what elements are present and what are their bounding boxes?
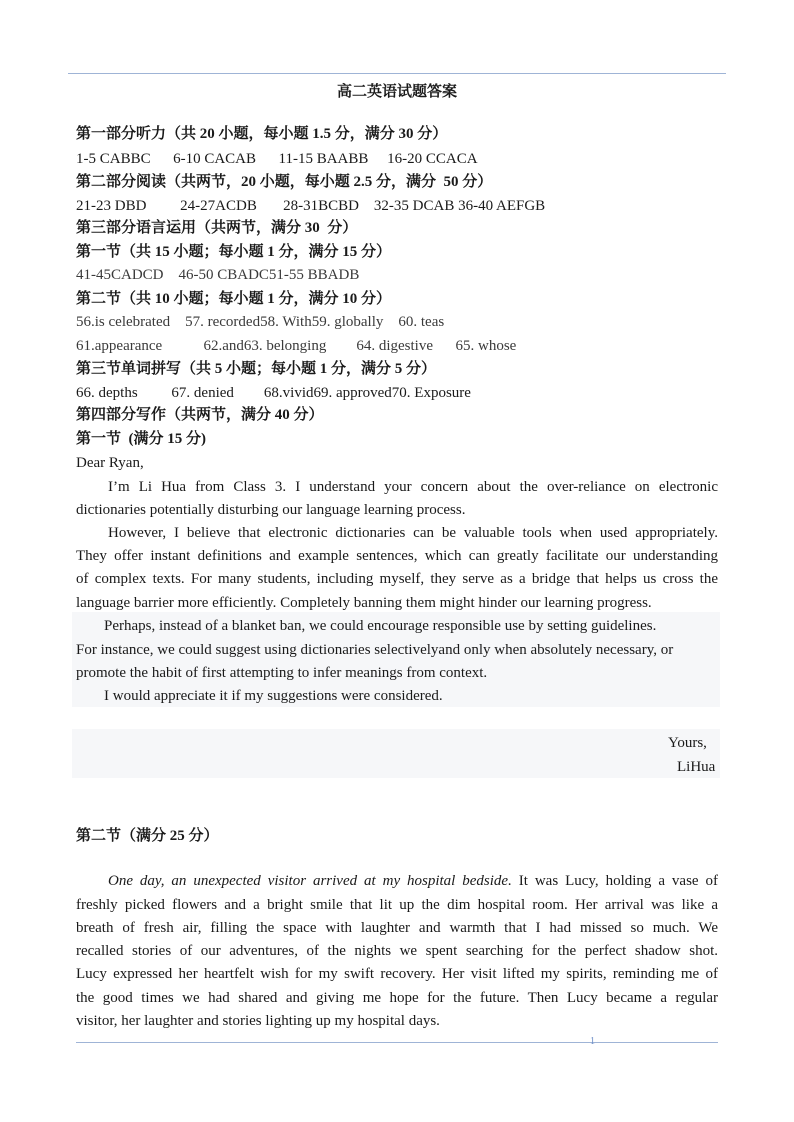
page-number: 1 [590,1036,595,1047]
part1-heading: 第一部分听力（共 20 小题，每小题 1.5 分，满分 30 分） [76,126,448,142]
part3-sec2-line2: 61.appearance 62.and63. belonging 64. digestive 65. whose [76,338,517,354]
header-rule [68,73,726,74]
letter-p3-line1: Perhaps, instead of a blanket ban, we could encourage responsible use by setting guidelines. [104,618,657,634]
footer-rule [76,1042,718,1043]
part1-answers: 1-5 CABBC 6-10 CACAB 11-15 BAABB 16-20 CCACA [76,151,478,167]
letter-p1-line1: I’m Li Hua from Class 3. I understand your concern about the over-reliance on electronic [108,479,718,495]
story-line2: freshly picked flowers and a bright smile that lit up the dim hospital room. Her arrival was like a [76,897,718,913]
letter-p4-line1: I would appreciate it if my suggestions were considered. [104,688,443,704]
part4-sec2-heading: 第二节（满分 25 分） [76,828,219,844]
story-line3: breath of fresh air, filling the space with laughter and warmth that I had missed so much. We [76,920,718,936]
letter-closing-shade [72,729,720,778]
part3-heading: 第三部分语言运用（共两节，满分 30 分） [76,220,358,236]
story-line5: Lucy expressed her heartfelt wish for my swift recovery. Her visit lifted my spirits, reminding me of [76,966,718,982]
story-line4: recalled stories of our adventures, of the nights we spent searching for the perfect shadow shot. [76,943,718,959]
story-line1 [108,872,718,890]
part3-sec2-line1: 56.is celebrated 57. recorded58. With59. globally 60. teas [76,314,445,330]
letter-p3-line3: promote the habit of first attempting to infer meanings from context. [76,665,488,681]
letter-p1-line2: dictionaries potentially disturbing our language learning process. [76,502,466,518]
part2-heading: 第二部分阅读（共两节，20 小题，每小题 2.5 分，满分 50 分） [76,174,493,190]
story-line1-rest: It was Lucy, holding a vase of [511,873,718,889]
part4-heading: 第四部分写作（共两节，满分 40 分） [76,407,324,423]
part3-sec2-heading: 第二节（共 10 小题；每小题 1 分，满分 10 分） [76,291,392,307]
letter-p2-line3: of complex texts. For many students, including myself, they serve as a bridge that helps us cross the [76,571,718,587]
story-line7: visitor, her laughter and stories lighting up my hospital days. [76,1013,440,1029]
part3-sec1-answers: 41-45CADCD 46-50 CBADC51-55 BBADB [76,267,360,283]
letter-p2-line2: They offer instant definitions and example sentences, which can greatly facilitate our understanding [76,548,718,564]
letter-signature: LiHua [677,759,716,775]
letter-closing: Yours, [668,735,707,751]
story-line6: the good times we had shared and giving me hope for the future. Then Lucy became a regular [76,990,718,1006]
part3-sec1-heading: 第一节（共 15 小题；每小题 1 分，满分 15 分） [76,244,392,260]
letter-p2-line4: language barrier more efficiently. Completely banning them might hinder our learning progress. [76,595,652,611]
part3-sec3-answers: 66. depths 67. denied 68.vivid69. approved70. Exposure [76,385,471,401]
part3-sec3-heading: 第三节单词拼写（共 5 小题；每小题 1 分，满分 5 分） [76,361,437,377]
page-title: 高二英语试题答案 [336,84,457,100]
part4-sec1-heading: 第一节 (满分 15 分) [76,431,206,447]
letter-greeting: Dear Ryan, [76,455,144,471]
letter-p2-line1: However, I believe that electronic dictionaries can be valuable tools when used appropriately. [108,525,718,541]
part2-answers: 21-23 DBD 24-27ACDB 28-31BCBD 32-35 DCAB 36-40 AEFGB [76,198,546,214]
letter-p3-line2: For instance, we could suggest using dictionaries selectivelyand only when absolutely necessary, or [76,642,674,658]
story-opening: One day, an unexpected visitor arrived at my hospital bedside. [108,873,512,889]
